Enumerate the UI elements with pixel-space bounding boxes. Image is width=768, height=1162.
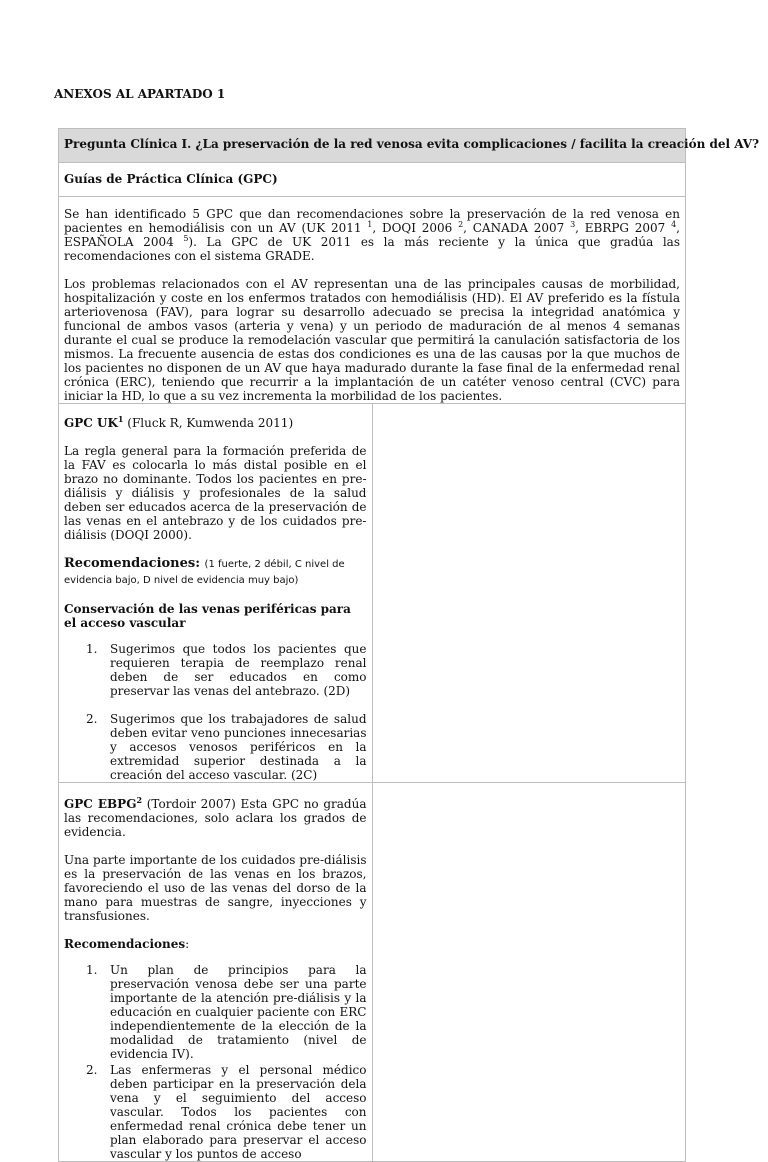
list-item — [64, 642, 367, 698]
gpc-ebpg-paragraph: Una parte importante de los cuidados pre-diálisis es la preservación de las venas en los brazos, favoreciendo el uso de las venas del dorso de la mano para muestras de sangre, inyecciones y transfusiones. — [64, 853, 367, 923]
gpc-uk-section-title: Conservación de las venas periféricas para el acceso vascular — [64, 602, 351, 630]
gpc-ebpg-sup: 2 — [136, 795, 143, 805]
list-text: Sugerimos que todos los pacientes que requieren terapia de reemplazo renal deben de ser educados en como preservar las venas del antebrazo. (2D) — [110, 642, 367, 698]
gpc-title-row — [59, 163, 686, 197]
list-number: 2. — [86, 712, 98, 726]
uk-row — [59, 404, 686, 783]
gpc-ebpg-rest: (Tordoir 2007) Esta GPC no gradúa las recomendaciones, solo aclara los grados de evidencia. — [64, 797, 367, 839]
ref-sup-5: 5 — [183, 234, 189, 243]
gpc-ebpg-name: GPC EBPG — [64, 797, 137, 811]
uk-side-cell — [372, 404, 686, 783]
intro-text: Se han identificado 5 GPC que dan recomendaciones sobre la preservación de la red venosa en pacientes en hemodiálisis con un AV (UK 2011 — [64, 207, 680, 235]
intro-paragraph-1 — [64, 207, 680, 263]
list-text: Sugerimos que los trabajadores de salud deben evitar veno punciones innecesarias y accesos venosos periféricos en la extremidad superior destinada a la creación del acceso vascular. (2C) — [110, 712, 367, 782]
ref-sup-4: 4 — [671, 220, 677, 229]
annex-heading: ANEXOS AL APARTADO 1 — [54, 87, 226, 101]
ref-sup-1: 1 — [367, 220, 373, 229]
rec-colon: : — [185, 937, 190, 951]
ebpg-side-cell — [372, 783, 686, 1162]
clinical-question-table — [58, 128, 760, 1162]
gpc-section-title: Guías de Práctica Clínica (GPC) — [59, 163, 686, 197]
intro-cell — [59, 197, 686, 404]
gpc-ebpg-recommendations-label — [64, 937, 367, 951]
ref-sup-3: 3 — [570, 220, 576, 229]
gpc-uk-title — [64, 416, 367, 430]
ebpg-row — [59, 783, 686, 1162]
gpc-uk-name: GPC UK — [64, 416, 118, 430]
intro-text: , DOQI 2006 — [372, 221, 459, 235]
list-number: 1. — [86, 642, 98, 656]
list-text: Las enfermeras y el personal médico deben participar en la preservación dela vena y el seguimiento del acceso vascular. Todos los pacientes con enfermedad renal crónica debe tener un plan elaborado para preservar el acceso vascular y los puntos de acceso — [110, 1063, 367, 1161]
gpc-uk-sup: 1 — [117, 414, 124, 424]
intro-text: , EBRPG 2007 — [575, 221, 672, 235]
intro-text: , CANADA 2007 — [463, 221, 571, 235]
intro-text: , ESPAÑOLA 2004 — [64, 221, 680, 249]
gpc-uk-recommendation-list — [64, 642, 367, 782]
gpc-ebpg-recommendation-list — [64, 963, 367, 1161]
clinical-question: Pregunta Clínica I. ¿La preservación de la red venosa evita complicaciones / facilita la creación del AV? — [59, 129, 686, 163]
rec-label: Recomendaciones — [64, 556, 196, 571]
list-text: Un plan de principios para la preservación venosa debe ser una parte importante de la atención pre-diálisis y la educación en cualquier paciente con ERC independientemente de la elección de la modalidad de tratamiento (nivel de evidencia IV). — [110, 963, 367, 1061]
rec-legend: (1 fuerte, 2 débil, C nivel de evidencia bajo, D nivel de evidencia muy bajo) — [64, 559, 345, 586]
gpc-uk-cell — [59, 404, 373, 783]
intro-row — [59, 197, 686, 404]
gpc-uk-authors: (Fluck R, Kumwenda 2011) — [123, 416, 294, 430]
question-row — [59, 129, 686, 163]
intro-paragraph-2: Los problemas relacionados con el AV representan una de las principales causas de morbilidad, hospitalización y coste en los enfermos tratados con hemodiálisis (HD). El AV preferido es la fístula arteriovenosa (FAV), para lograr su desarrollo adecuado se precisa la integridad anatómica y funcional de ambos vasos (arteria y vena) y un periodo de maduración de al menos 4 semanas durante el cual se produce la remodelación vascular que permitirá la canulación satisfactoria de los mismos. La frecuente ausencia de estas dos condiciones es una de las causas por la que muchos de los pacientes no disponen de un AV que haya madurado durante la fase final de la enfermedad renal crónica (ERC), teniendo que recurrir a la implantación de un catéter venoso central (CVC) para iniciar la HD, lo que a su vez incrementa la morbilidad de los pacientes. — [64, 277, 680, 403]
list-item — [64, 1063, 367, 1161]
list-item — [64, 963, 367, 1061]
gpc-uk-recommendations-label — [64, 556, 367, 588]
gpc-ebpg-title — [64, 797, 367, 839]
gpc-ebpg-cell — [59, 783, 373, 1162]
list-number: 1. — [86, 963, 98, 977]
rec-label: Recomendaciones — [64, 937, 186, 951]
ref-sup-2: 2 — [458, 220, 464, 229]
list-number: 2. — [86, 1063, 98, 1077]
gpc-uk-paragraph: La regla general para la formación preferida de la FAV es colocarla lo más distal posible en el brazo no dominante. Todos los pacientes en pre-diálisis y diálisis y profesionales de la salud deben ser educados acerca de la preservación de las venas en el antebrazo y de los cuidados pre-diálisis (DOQI 2000). — [64, 444, 367, 542]
list-item — [64, 712, 367, 782]
intro-text: ). La GPC de UK 2011 es la más reciente y la única que gradúa las recomendaciones con el sistema GRADE. — [64, 235, 680, 263]
rec-colon: : — [195, 556, 205, 571]
